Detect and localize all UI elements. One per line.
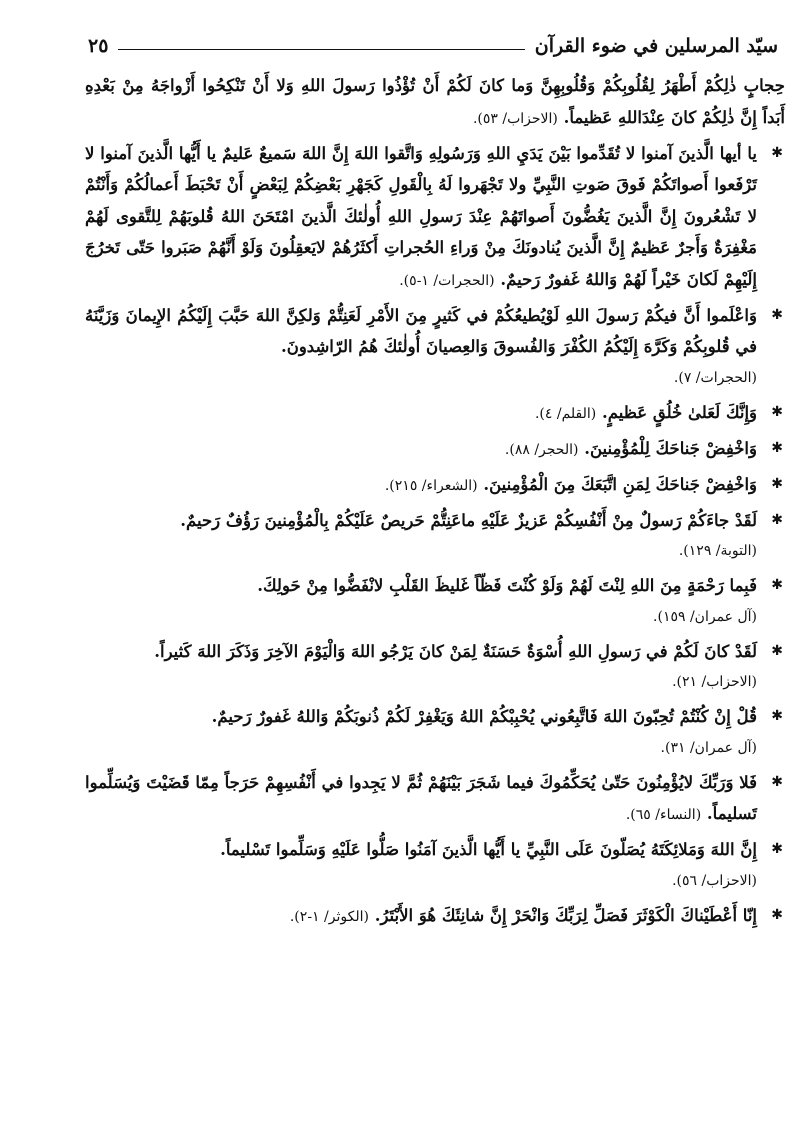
verse-reference: (الحجر/ ٨٨). [504, 441, 579, 458]
list-item [85, 433, 785, 466]
verse-reference: (الحجرات/ ١-٥). [399, 272, 495, 289]
list-item-paragraph [85, 300, 757, 394]
list-item-paragraph [85, 469, 757, 502]
list-item [85, 834, 785, 897]
verse-reference: (الكوثر/ ١-٢). [289, 908, 369, 925]
asterisk-bullet-icon: ✱ [771, 906, 783, 923]
verse-reference: (النساء/ ٦٥). [625, 807, 702, 823]
verse-reference: (آل عمران/ ١٥٩). [653, 608, 757, 625]
asterisk-bullet-icon: ✱ [771, 708, 783, 724]
verse-text: فَلا وَرَبِّكَ لايُؤْمِنُونَ حَتّىٰ يُحَكِّمُوكَ فيما شَجَرَ بَيْنَهُمْ ثُمَّ لا يَجِدوا في أَنْفُسِهِمْ حَرَجاً مِمّا قَضَيْتَ وَيُسَلِّموا تَسليماً. [85, 772, 757, 823]
verse-reference: (القلم/ ٤). [534, 405, 597, 422]
list-item [85, 397, 785, 430]
verse-text: قُلْ إِنْ كُنْتُمْ تُحِبّونَ اللهَ فَاتَّبِعُوني يُحْبِبْكُمْ اللهُ وَيَغْفِرْ لَكُمْ ذُنوبَكُمْ وَاللهُ غَفورٌ رَحيمٌ. [211, 707, 757, 726]
verse-reference: (آل عمران/ ٣١). [660, 739, 757, 756]
page-number: ٢٥ [88, 35, 109, 57]
verse-text: إِنّا أَعْطَيْناكَ الْكَوْثَرَ فَصَلِّ لِرَبِّكَ وَانْحَرْ إِنَّ شانِئَكَ هُوَ الأَبْتَرُ. [374, 905, 757, 925]
list-item [85, 300, 785, 394]
asterisk-bullet-icon: ✱ [771, 511, 783, 528]
list-item-paragraph [85, 433, 757, 466]
intro-paragraph [85, 70, 785, 135]
verse-text: يا أيها الَّذينَ آمنوا لا تُقَدِّموا بَيْنَ يَدَيِ اللهِ وَرَسُولِهِ وَاتَّقوا اللهَ إِنَّ اللهَ سَميعٌ عَليمٌ يا أَيُّها الَّذينَ آمنوا لا تَرْفَعوا أَصواتَكُمْ فَوقَ صَوتِ النَّبِيِّ ولا تَجْهَروا لَهُ بِالْقَولِ كَجَهْرِ بَعْضِكُمْ لِبَعْضٍ أَنْ تَحْبَطَ أَعمالُكُمْ وَأَنْتُمْ لا تَشْعُرونَ إِنَّ الَّذينَ يَغُضُّونَ أَصواتَهُمْ عِنْدَ رَسولِ اللهِ أُولٰئكَ الَّذينَ امْتَحَنَ اللهُ قُلوبَهُمْ لِلتَّقوى لَهُمْ مَغْفِرَةٌ وَأَجرٌ عَظيمٌ إِنَّ الَّذينَ يُنادونَكَ مِنْ وَراءِ الحُجراتِ أَكثَرُهُمْ لايَعقِلُونَ وَلَوْ أَنَّهُمْ صَبَروا حَتّى تَخرُجَ إِلَيْهِمْ لَكانَ خَيْراً لَهُمْ وَاللهُ غَفورٌ رَحيمٌ. [85, 143, 757, 289]
asterisk-bullet-icon: ✱ [771, 144, 783, 161]
page-body [85, 70, 785, 933]
header-rule [118, 49, 524, 50]
list-item-paragraph [85, 701, 757, 764]
intro-text: حِجابٍ ذٰلِكُمْ أَطْهَرُ لِقُلُوبِكُمْ وَقُلُوبِهِنَّ وَما كانَ لَكُمْ أَنْ تُؤْذُوا رَسولَ اللهِ وَلا أَنْ تَنْكِحُوا أَزْواجَهُ مِنْ بَعْدِهِ أَبَداً إِنَّ ذٰلِكُمْ كانَ عِنْدَاللهِ عَظيماً. [85, 76, 785, 127]
list-item [85, 570, 785, 633]
verse-text: لَقَدْ جاءَكُمْ رَسولٌ مِنْ أَنْفُسِكُمْ عَزيزٌ عَلَيْهِ ماعَنِتُّمْ حَريصٌ عَلَيْكُمْ بِالْمُؤْمِنينَ رَؤُفٌ رَحيمٌ. [180, 510, 757, 530]
verse-reference: (الاحزاب/ ٢١). [672, 674, 757, 690]
asterisk-bullet-icon: ✱ [771, 773, 783, 790]
list-item-paragraph [85, 138, 757, 297]
verse-text: إِنَّ اللهَ وَمَلائِكَتَهُ يُصَلّونَ عَلَى النَّبِيِّ يا أَيُّها الَّذينَ آمَنُوا صَلُّوا عَلَيْهِ وَسَلِّموا تَسْليماً. [220, 840, 757, 859]
verse-reference: (التوبة/ ١٢٩). [678, 543, 757, 559]
asterisk-bullet-icon: ✱ [771, 403, 783, 420]
list-item-paragraph [85, 397, 757, 430]
asterisk-bullet-icon: ✱ [771, 439, 783, 456]
page-header [88, 30, 778, 62]
asterisk-bullet-icon: ✱ [771, 642, 783, 659]
asterisk-bullet-icon: ✱ [771, 475, 783, 492]
list-item-paragraph [85, 834, 757, 897]
list-item [85, 636, 785, 699]
list-item-paragraph [85, 636, 757, 699]
list-item [85, 701, 785, 764]
list-item-paragraph [85, 767, 757, 832]
list-item [85, 505, 785, 568]
verse-text: وَاخْفِضْ جَناحَكَ لِمَنِ اتَّبَعَكَ مِنَ الْمُؤْمِنينَ. [483, 474, 757, 494]
asterisk-bullet-icon: ✱ [771, 841, 783, 857]
list-item [85, 138, 785, 297]
verse-reference: (الاحزاب/ ٥٦). [672, 872, 757, 889]
verse-text: وَاعْلَموا أَنَّ فيكُمْ رَسولَ اللهِ لَوْيُطيعُكُمْ في كَثيرٍ مِنَ الأَمْرِ لَعَنِتُّمْ وَلكِنَّ اللهَ حَبَّبَ إِلَيْكُمُ الإِيمانَ وَزَيَّنَهُ في قُلوبِكُمْ وَكَرَّهَ إِلَيْكُمُ الكُفْرَ وَالفُسوقَ وَالعِصيانَ أُولٰئكَ هُمُ الرّاشِدونَ. [85, 305, 757, 356]
list-item [85, 767, 785, 832]
verse-reference: (الحجرات/ ٧). [673, 369, 757, 386]
list-item [85, 469, 785, 502]
running-title: سيّد المرسلين في ضوء القرآن [534, 35, 778, 57]
verse-text: لَقَدْ كانَ لَكُمْ في رَسولِ اللهِ أُسْوَةٌ حَسَنَةٌ لِمَنْ كانَ يَرْجُو اللهَ وَالْيَوْمَ الآخِرَ وَذَكَرَ اللهَ كَثيراً. [154, 641, 757, 661]
asterisk-bullet-icon: ✱ [771, 577, 783, 593]
verse-text: وَاخْفِضْ جَناحَكَ لِلْمُؤْمِنينَ. [584, 438, 757, 458]
verse-reference: (الشعراء/ ٢١٥). [384, 477, 478, 494]
list-item [85, 900, 785, 933]
verse-text: فَبِما رَحْمَةٍ مِنَ اللهِ لِنْتَ لَهُمْ وَلَوْ كُنْتَ فَظّاً غَليظَ القَلْبِ لانْفَضُّوا مِنْ حَولِكَ. [257, 576, 757, 595]
intro-reference: (الاحزاب/ ٥٣). [472, 110, 558, 127]
verse-text: وَإِنَّكَ لَعَلىٰ خُلُقٍ عَظيمٍ. [602, 402, 757, 422]
list-item-paragraph [85, 505, 757, 568]
list-item-paragraph [85, 900, 757, 933]
list-item-paragraph [85, 570, 757, 633]
asterisk-bullet-icon: ✱ [771, 306, 783, 323]
